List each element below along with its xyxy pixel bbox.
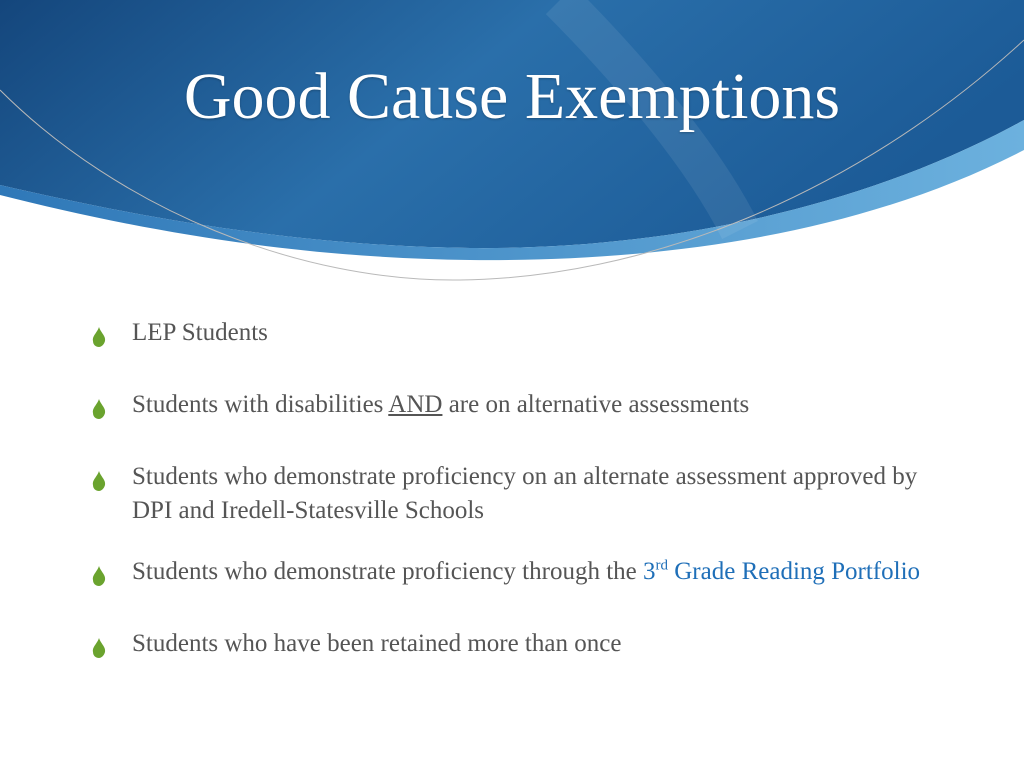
- bullet-item: [92, 460, 942, 528]
- slide-title: Good Cause Exemptions: [183, 60, 841, 133]
- link-number: 3: [643, 558, 656, 585]
- emphasis-underline: AND: [388, 391, 443, 418]
- leaf-drop-icon: [92, 316, 132, 361]
- bullet-text: Students who demonstrate proficiency on an alternate assessment approved by DPI and Iredell-Statesville Schools: [132, 463, 918, 524]
- leaf-drop-icon: [92, 555, 132, 600]
- bullet-item: [92, 388, 942, 433]
- bullet-text-part: Students who demonstrate proficiency through the: [132, 558, 643, 585]
- bullet-text: [132, 388, 749, 422]
- bullet-text: LEP Students: [132, 319, 268, 346]
- header-band: [0, 0, 1024, 290]
- leaf-drop-icon: [92, 627, 132, 672]
- reading-portfolio-link[interactable]: [643, 558, 920, 585]
- leaf-drop-icon: [92, 460, 132, 505]
- bullet-list: [92, 316, 942, 699]
- bullet-text: [132, 555, 920, 589]
- leaf-drop-icon: [92, 388, 132, 433]
- bullet-item: [92, 316, 942, 361]
- bullet-text-part: are on alternative assessments: [442, 391, 750, 418]
- bullet-item: [92, 555, 942, 600]
- link-superscript: rd: [655, 557, 668, 574]
- bullet-item: [92, 627, 942, 672]
- bullet-text-part: Students with disabilities: [132, 391, 389, 418]
- bullet-text: Students who have been retained more than once: [132, 630, 622, 657]
- link-text: Grade Reading Portfolio: [668, 558, 921, 585]
